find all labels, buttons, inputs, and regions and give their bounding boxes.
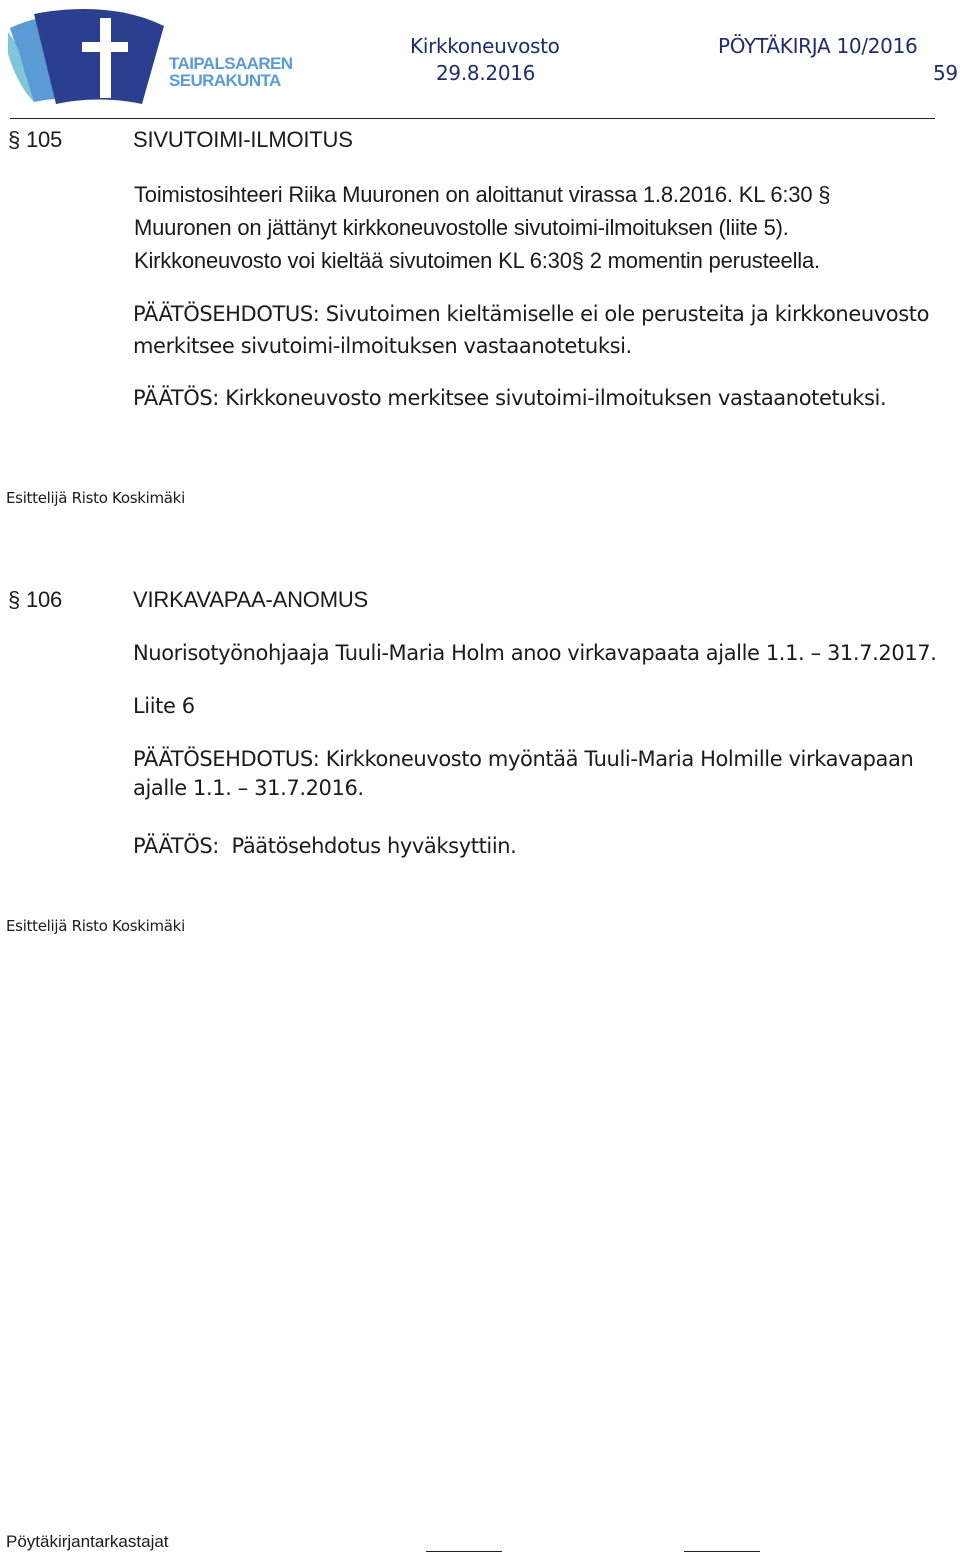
header-date: 29.8.2016 [436, 61, 536, 85]
section-106-title: VIRKAVAPAA-ANOMUS [133, 587, 368, 612]
section-106-proposal-line: ajalle 1.1. – 31.7.2016. [133, 776, 364, 800]
logo-text-line1: TAIPALSAAREN [169, 54, 293, 73]
section-105-intro-line: Toimistosihteeri Riika Muuronen on aloittanut virassa 1.8.2016. KL 6:30 § [134, 182, 831, 207]
section-106-decision: PÄÄTÖS: Päätösehdotus hyväksyttiin. [133, 834, 517, 858]
section-105-intro-line: Muuronen on jättänyt kirkkoneuvostolle sivutoimi-ilmoituksen (liite 5). [134, 215, 789, 240]
signature-line-2 [684, 1551, 760, 1552]
section-106-intro: Nuorisotyönohjaaja Tuuli-Maria Holm anoo virkavapaata ajalle 1.1. – 31.7.2017. [133, 641, 937, 665]
section-106-proposal [133, 745, 913, 803]
parish-logo-emblem [4, 4, 169, 108]
parish-logo [4, 4, 293, 108]
section-105-intro-line: Kirkkoneuvosto voi kieltää sivutoimen KL 6:30§ 2 momentin perusteella. [134, 248, 820, 273]
section-105-proposal [133, 298, 929, 362]
header-body-name: Kirkkoneuvosto [410, 34, 560, 58]
signature-line-1 [426, 1551, 502, 1552]
section-105-decision: PÄÄTÖS: Kirkkoneuvosto merkitsee sivutoimi-ilmoituksen vastaanotetuksi. [133, 386, 887, 410]
section-105-title: SIVUTOIMI-ILMOITUS [133, 127, 353, 152]
section-105-proposal-line: PÄÄTÖSEHDOTUS: Sivutoimen kieltämiselle ei ole perusteita ja kirkkoneuvosto [133, 302, 930, 326]
section-105-number: § 105 [8, 127, 63, 152]
section-105-intro [134, 178, 830, 277]
section-106-presenter: Esittelijä Risto Koskimäki [6, 917, 185, 935]
header-page-number: 59 [933, 61, 958, 85]
section-105-proposal-line: merkitsee sivutoimi-ilmoituksen vastaanotetuksi. [133, 334, 632, 358]
footer-label: Pöytäkirjantarkastajat [6, 1532, 169, 1551]
header-rule [10, 118, 935, 119]
section-105-presenter: Esittelijä Risto Koskimäki [6, 489, 185, 507]
section-106-number: § 106 [8, 587, 63, 612]
header-doc-id: PÖYTÄKIRJA 10/2016 [718, 34, 918, 58]
section-106-proposal-line: PÄÄTÖSEHDOTUS: Kirkkoneuvosto myöntää Tuuli-Maria Holmille virkavapaan [133, 747, 914, 771]
section-106-attachment: Liite 6 [133, 694, 195, 718]
logo-text-line2: SEURAKUNTA [169, 71, 281, 90]
